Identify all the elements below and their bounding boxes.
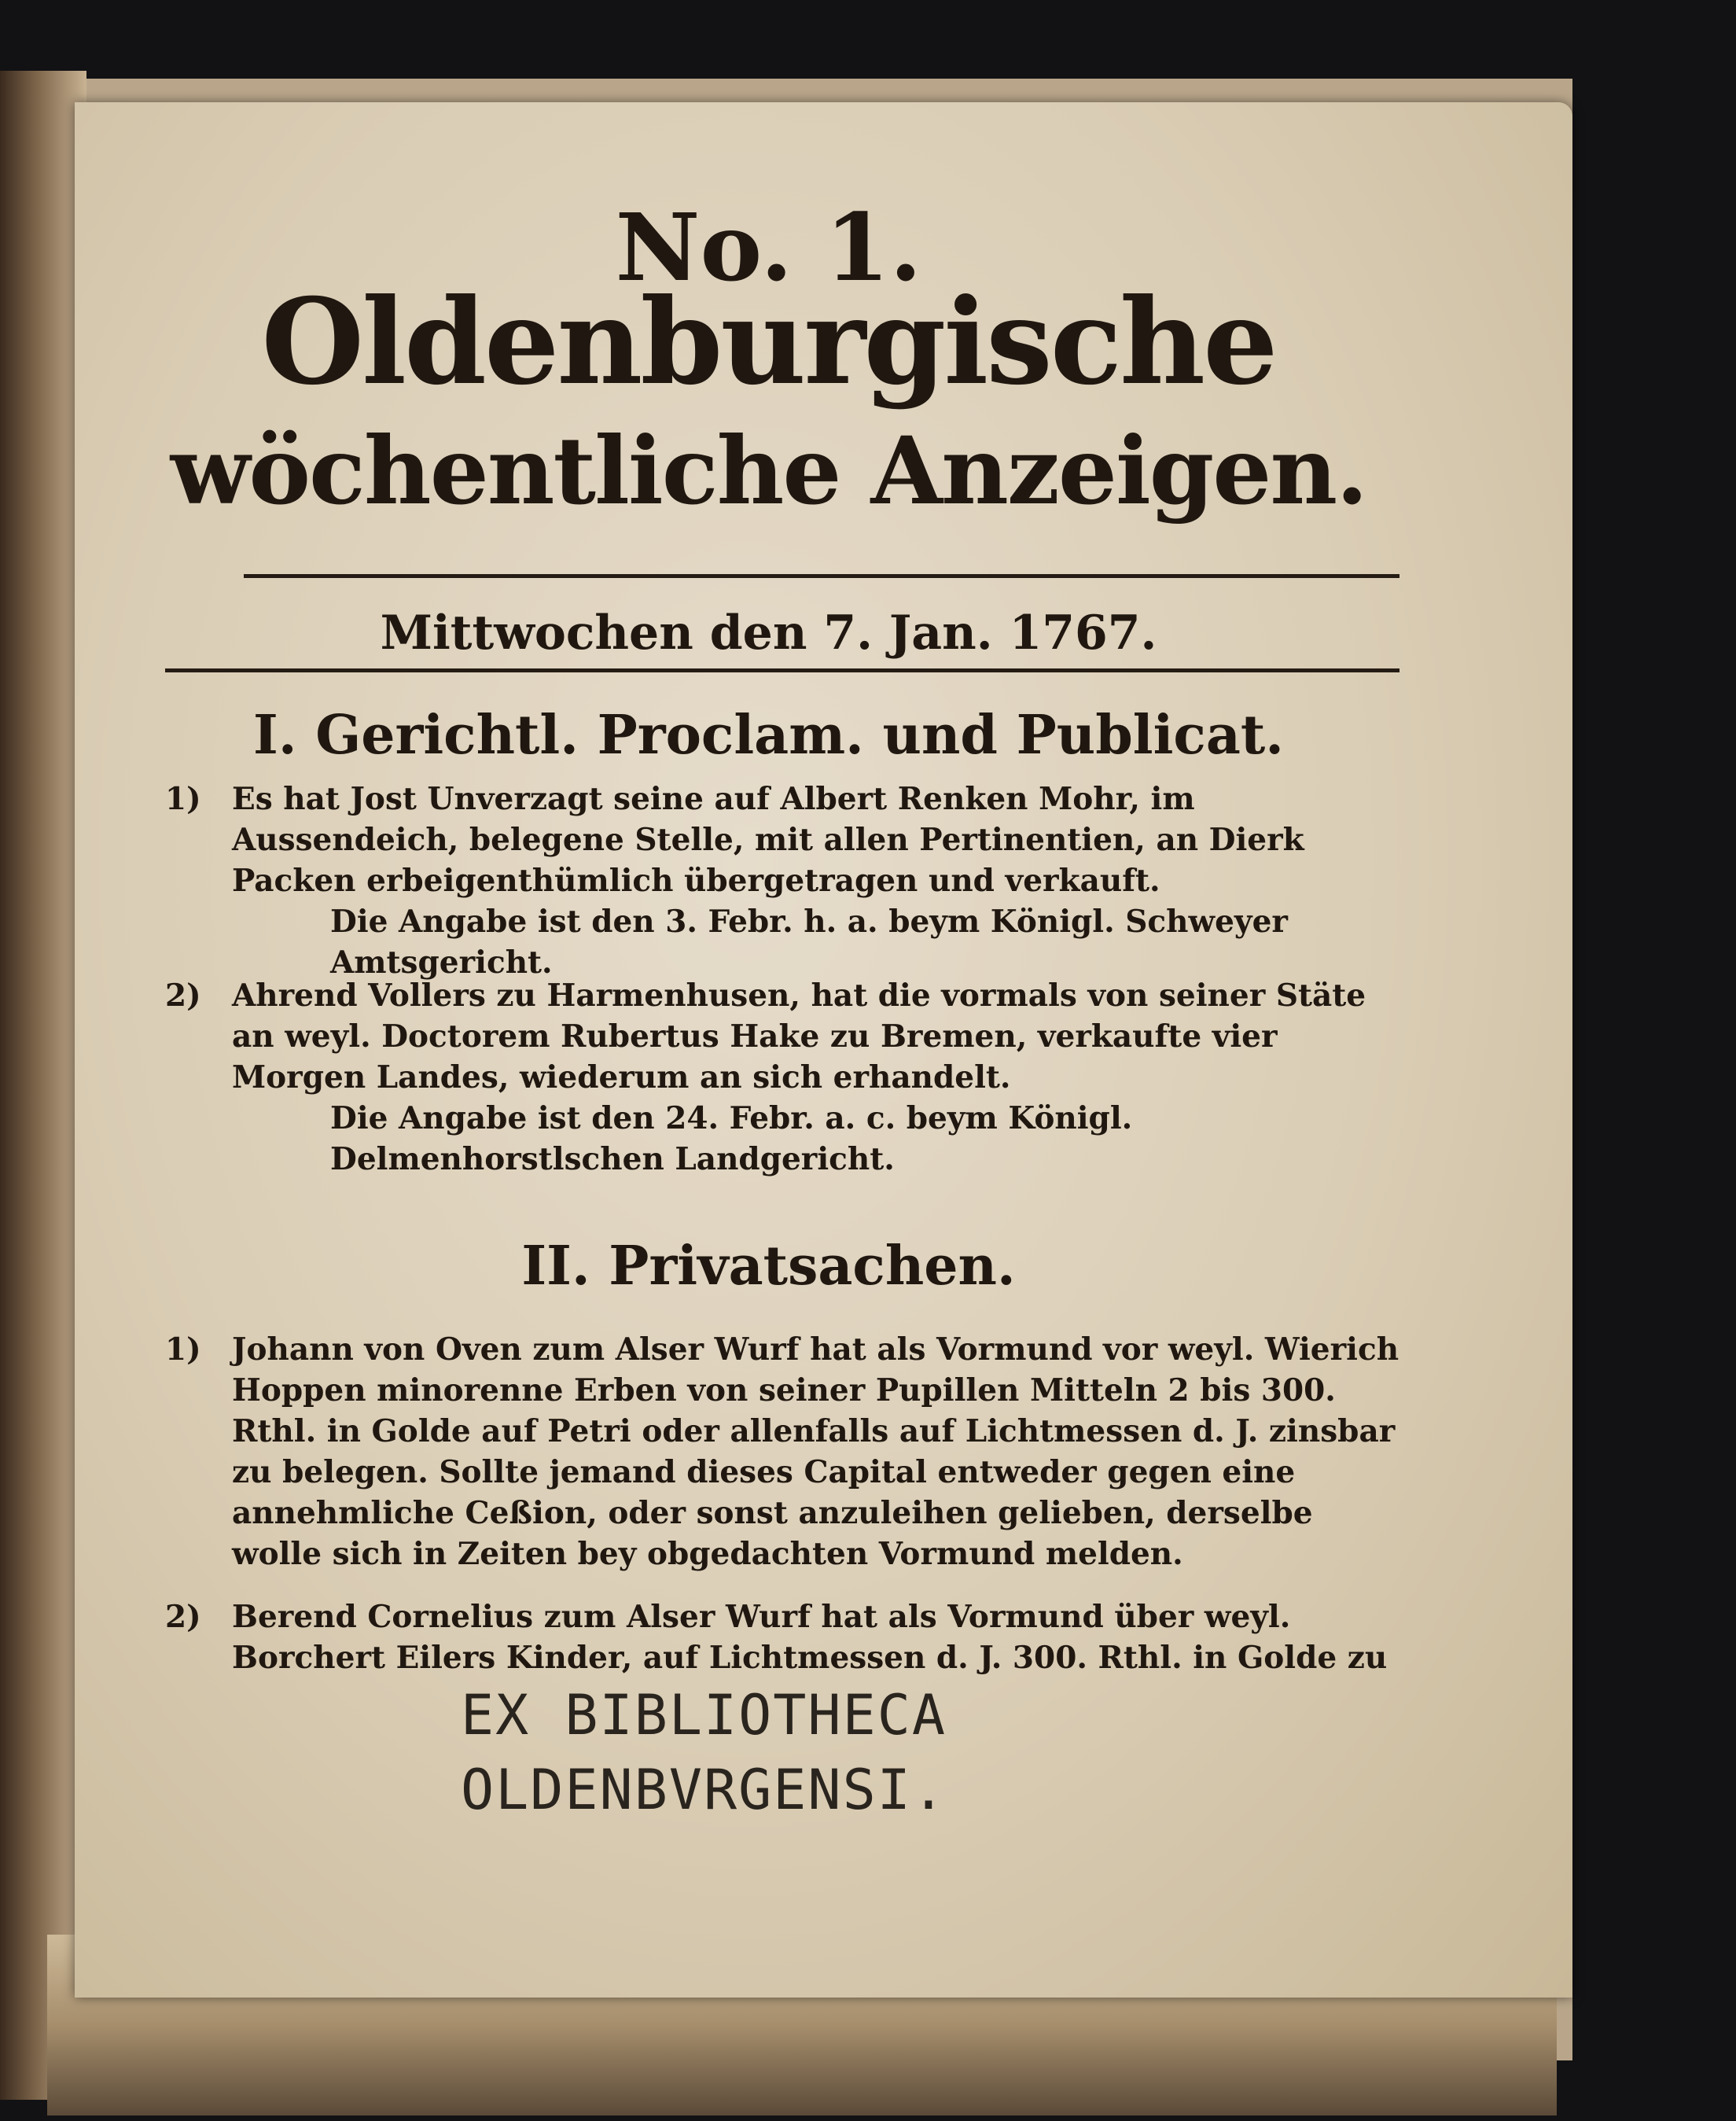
newspaper-page [75,102,1572,1998]
library-stamp-line1: EX BIBLIOTHECA [460,1683,947,1747]
notice-entry [165,1596,1407,1678]
entry-note: Die Angabe ist den 24. Febr. a. c. beym Königl. Delmenhorstlschen Landgericht. [330,1100,1133,1177]
newspaper-subtitle: wöchentliche Anzeigen. [170,416,1367,525]
entry-number: 2) [165,978,201,1014]
section-heading-proclamations: I. Gerichtl. Proclam. und Publicat. [253,704,1284,767]
masthead-rule-top [244,574,1399,578]
issue-date: Mittwochen den 7. Jan. 1767. [380,606,1157,661]
entry-number: 1) [165,1331,201,1368]
section-heading-private-matters: II. Privatsachen. [521,1235,1016,1298]
newspaper-title: Oldenburgische [261,273,1276,411]
entry-note: Die Angabe ist den 3. Febr. h. a. beym Königl. Schweyer Amtsgericht. [330,904,1288,981]
book-spine [0,71,86,2100]
entry-number: 1) [165,781,201,817]
notice-entry [165,1329,1407,1574]
entry-text: Ahrend Vollers zu Harmenhusen, hat die vormals von seiner Stäte an weyl. Doctorem Rubertus Hake zu Bremen, verkaufte vier Morgen Landes, wiederum an sich erhandelt. [232,978,1366,1095]
notice-entry [165,779,1407,983]
masthead-rule-bottom [165,668,1399,672]
issue-number: No. 1. [615,193,922,302]
entry-number: 2) [165,1599,201,1635]
notice-entry [165,975,1407,1180]
library-stamp-line2: OLDENBVRGENSI. [460,1758,947,1822]
entry-text: Berend Cornelius zum Alser Wurf hat als Vormund über weyl. Borchert Eilers Kinder, auf Lichtmessen d. J. 300. Rthl. in Golde zu [232,1599,1388,1676]
entry-text: Johann von Oven zum Alser Wurf hat als Vormund vor weyl. Wierich Hoppen minorenne Erben von seiner Pupillen Mitteln 2 bis 300. Rthl. in Golde auf Petri oder allenfalls auf Lichtmessen d. J. zinsbar zu belegen. Sollte jemand dieses Capital entweder gegen eine annehmliche Ceßion, oder sonst anzuleihen gelieben, derselbe wolle sich in Zeiten bey obgedachten Vormund melden. [232,1331,1399,1572]
entry-text: Es hat Jost Unverzagt seine auf Albert Renken Mohr, im Aussendeich, belegene Stelle, mit allen Pertinentien, an Dierk Packen erbeigenthümlich übergetragen und verkauft. [232,781,1304,899]
